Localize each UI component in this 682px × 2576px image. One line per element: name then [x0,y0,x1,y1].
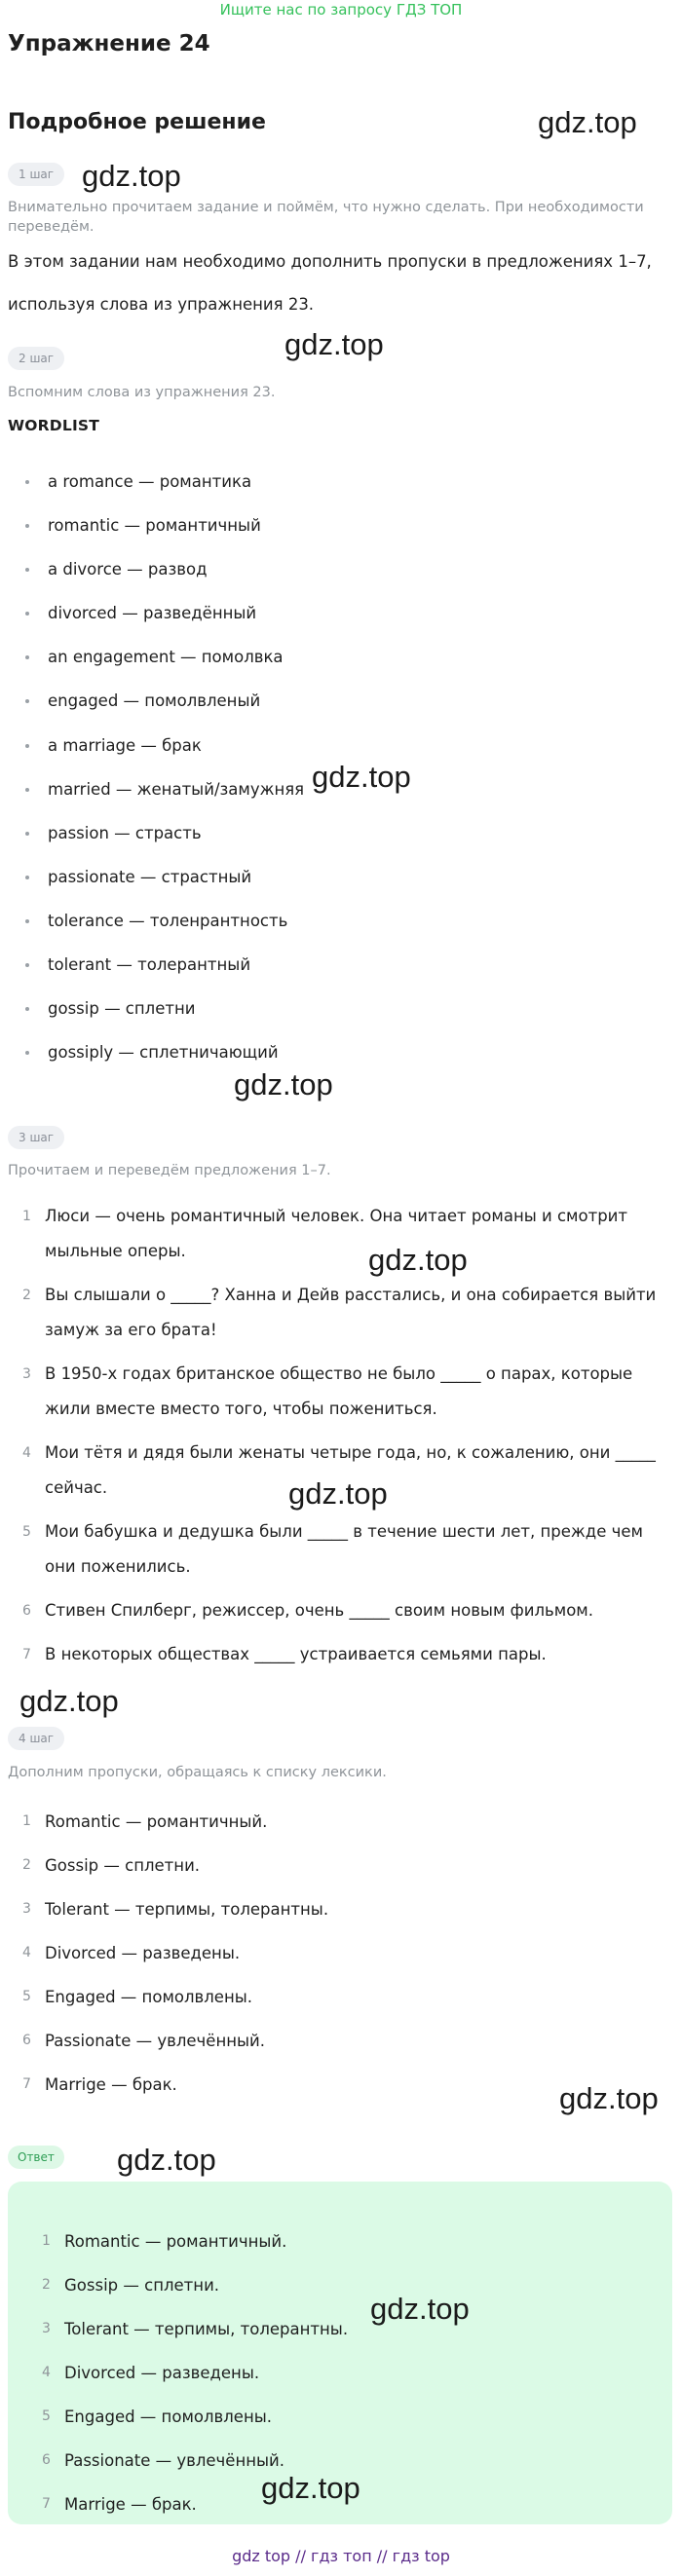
footer-link[interactable]: гдз топ [311,2547,372,2565]
watermark: gdz.top [261,2471,360,2505]
bullet-icon [25,612,29,616]
bullet-icon [25,699,29,703]
wordlist-item: tolerance — толенрантность [8,899,304,943]
watermark: gdz.top [368,1243,468,1277]
answer-item: 6 Passionate — увлечённый. [22,2032,266,2050]
bullet-icon [25,919,29,923]
step-1-text: В этом задании нам необходимо дополнить пропуски в предложениях 1–7, используя слова из упражнения 23. [8,252,652,314]
wordlist-item: gossiply — сплетничающий [8,1030,304,1074]
step-1-instruction: Внимательно прочитаем задание и поймём, что нужно сделать. При необходимости переведём. [8,200,644,235]
sentence-item: 6 Стивен Спилберг, режиссер, очень _____ своим новым фильмом. [22,1601,593,1620]
step-4-badge: 4 шаг [8,1727,64,1750]
wordlist-item: romantic — романтичный [8,504,304,547]
step-2-instruction: Вспомним слова из упражнения 23. [8,385,276,400]
sentence-item: 7 В некоторых обществах _____ устраивается семьями пары. [22,1645,547,1663]
bullet-icon [25,876,29,879]
footer-link[interactable]: гдз top [392,2547,450,2565]
sentence-item: 4 Мои тётя и дядя были женаты четыре года, но, к сожалению, они _____ сейчас. [22,1443,656,1497]
wordlist-item: gossip — сплетни [8,987,304,1030]
wordlist-item: passion — страсть [8,811,304,855]
sentence-item: 3 В 1950-х годах британское общество не было _____ о парах, которые жили вместе вместо того, чтобы пожениться. [22,1364,633,1418]
sentence-item: 1 Люси — очень романтичный человек. Она читает романы и смотрит мыльные оперы. [22,1207,628,1260]
final-answer-item: 4 Divorced — разведены. [42,2364,260,2382]
footer [0,2547,682,2565]
wordlist-item: married — женатый/замужняя [8,767,304,811]
wordlist-item: engaged — помолвленый [8,679,304,723]
watermark: gdz.top [288,1476,388,1511]
step-3-instruction: Прочитаем и переведём предложения 1–7. [8,1163,331,1178]
answer-item: 3 Tolerant — терпимы, толерантны. [22,1900,329,1919]
wordlist-item: divorced — разведённый [8,591,304,635]
watermark: gdz.top [284,327,384,361]
footer-separator: // [376,2547,388,2565]
final-answer-item: 7 Marrige — брак. [42,2495,197,2514]
watermark: gdz.top [117,2143,216,2177]
bullet-icon [25,788,29,792]
final-answer-item: 5 Engaged — помолвлены. [42,2408,273,2426]
answer-item: 4 Divorced — разведены. [22,1944,241,1962]
answer-item: 5 Engaged — помолвлены. [22,1988,253,2006]
wordlist [8,460,304,1074]
wordlist-item: a marriage — брак [8,724,304,767]
bullet-icon [25,1051,29,1055]
answer-item: 1 Romantic — романтичный. [22,1812,268,1831]
bullet-icon [25,568,29,572]
section-title: Подробное решение [8,110,266,134]
sentence-list [8,1199,674,1672]
final-answer-item: 1 Romantic — романтичный. [42,2232,287,2251]
answer-badge: Ответ [8,2146,64,2169]
final-answer-item: 2 Gossip — сплетни. [42,2276,220,2295]
answer-item: 2 Gossip — сплетни. [22,1856,201,1875]
step-4-instruction: Дополним пропуски, обращаясь к списку лексики. [8,1765,387,1780]
search-banner[interactable]: Ищите нас по запросу ГДЗ ТОП [219,1,463,19]
watermark: gdz.top [312,760,411,794]
final-answer-item: 6 Passionate — увлечённый. [42,2451,285,2470]
wordlist-title: WORDLIST [8,417,100,434]
wordlist-item: an engagement — помолвка [8,635,304,679]
step-2-badge: 2 шаг [8,347,64,370]
final-answer-item: 3 Tolerant — терпимы, толерантны. [42,2320,349,2338]
wordlist-item: a romance — романтика [8,460,304,504]
bullet-icon [25,744,29,748]
bullet-icon [25,1007,29,1011]
watermark: gdz.top [234,1067,333,1101]
watermark: gdz.top [370,2292,470,2326]
bullet-icon [25,655,29,659]
watermark: gdz.top [538,105,637,139]
watermark: gdz.top [82,159,181,193]
step-1-badge: 1 шаг [8,163,64,186]
step-3-badge: 3 шаг [8,1126,64,1149]
watermark: gdz.top [559,2081,659,2115]
footer-link[interactable]: gdz top [232,2547,291,2565]
wordlist-item: a divorce — развод [8,547,304,591]
answer-item: 7 Marrige — брак. [22,2075,177,2094]
footer-separator: // [295,2547,306,2565]
wordlist-item: passionate — страстный [8,855,304,899]
sentence-item: 5 Мои бабушка и дедушка были _____ в течение шести лет, прежде чем они поженились. [22,1522,643,1576]
sentence-item: 2 Вы слышали о _____? Ханна и Дейв расстались, и она собирается выйти замуж за его брата! [22,1286,657,1339]
watermark: gdz.top [19,1684,119,1718]
bullet-icon [25,832,29,836]
wordlist-item: tolerant — толерантный [8,943,304,987]
bullet-icon [25,524,29,528]
bullet-icon [25,963,29,967]
answer-list [8,1800,674,2107]
page-title: Упражнение 24 [8,31,210,56]
bullet-icon [25,480,29,484]
